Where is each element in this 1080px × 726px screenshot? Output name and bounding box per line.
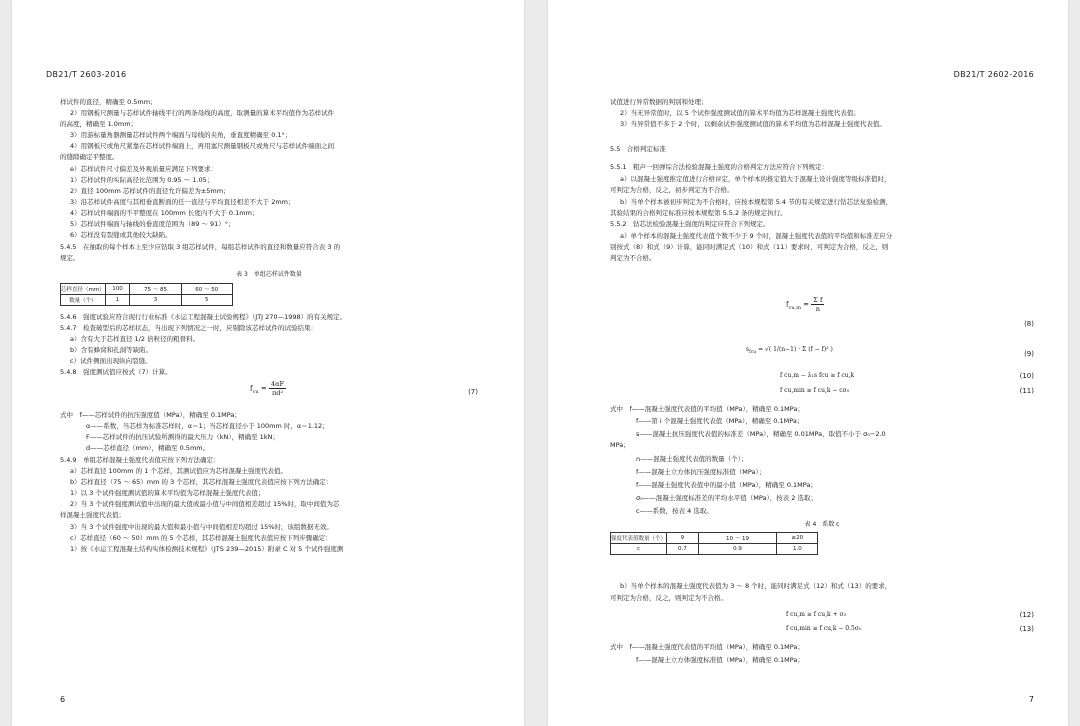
text-line: a）含有大于芯样直径 1/2 倍粒径的粗骨料。 bbox=[70, 335, 200, 343]
table-cell: 5 bbox=[181, 295, 232, 306]
text-line: c——系数，按表 4 选取。 bbox=[636, 507, 713, 515]
eq8-denominator: n bbox=[815, 305, 820, 313]
equation-label: (11) bbox=[1019, 387, 1034, 395]
text-line: 5.5.2 钻芯法检验混凝土强度的判定应符合下列规定。 bbox=[610, 220, 770, 228]
eq7-numerator: 4αF bbox=[270, 380, 284, 388]
text-line: 5.4.7 检查破型后的芯样状态，当出现下列情况之一时，应剔除该芯样试件的试验结果： bbox=[60, 324, 318, 332]
table-cell: ≥20 bbox=[777, 533, 818, 544]
equation-label: (12) bbox=[1019, 611, 1034, 619]
text-line: 1）芯样试件的实际高径比范围为 0.95 ～ 1.05； bbox=[70, 176, 214, 184]
left-page bbox=[12, 0, 524, 726]
equation-13: f cu,min ≥ f cu,k − 0.5σ₀ bbox=[786, 625, 862, 632]
section-heading: 5.5 合格判定标准 bbox=[610, 145, 666, 153]
table-cell: 9 bbox=[667, 533, 699, 544]
text-line: 可判定为合格，反之，初步判定为不合格。 bbox=[610, 186, 734, 194]
table-row bbox=[61, 295, 233, 306]
table3-caption: 表 3 单组芯样试件数量 bbox=[236, 271, 302, 278]
text-line: 5.4.6 强度试验应符合现行行业标准《水运工程混凝土试验规程》（JTJ 270—1998）的有关规定。 bbox=[60, 313, 347, 321]
text-line: 式中 f——芯样试件的抗压强度值（MPa），精确至 0.1MPa； bbox=[60, 411, 241, 419]
text-line: 规定。 bbox=[60, 254, 80, 262]
table-cell: 0.7 bbox=[667, 544, 699, 555]
text-line: 式中 f——混凝土强度代表值的平均值（MPa），精确至 0.1MPa； bbox=[610, 405, 804, 413]
text-line: 其验结果的合格判定标准应按本规程第 5.5.2 条的规定执行。 bbox=[610, 209, 787, 217]
text-line: 样混凝土强度代表值； bbox=[60, 511, 125, 519]
text-line: a）以混凝土强度推定值进行合格评定，单个样本的推定值大于混凝土设计强度等级标准值时， bbox=[620, 175, 891, 183]
text-line: 的缝隙确定平整度。 bbox=[60, 153, 119, 161]
equation-9: $s_{fcu}$ = √( 1/(n−1) · Σ (f − f)² ) bbox=[746, 346, 833, 356]
table-cell: 数量（个） bbox=[61, 295, 106, 306]
text-line: α——系数，当芯样为标准芯样时，α＝1；当芯样直径小于 100mm 时，α＝1.12； bbox=[86, 422, 329, 430]
text-line: f——混凝土立方体强度标准值（MPa），精确至 0.1MPa； bbox=[636, 656, 804, 664]
text-line: 2）直径 100mm 芯样试件的直径允许偏差为±5mm； bbox=[70, 187, 230, 195]
text-line: 式中 f——混凝土强度代表值的平均值（MPa），精确至 0.1MPa； bbox=[610, 643, 804, 651]
text-line: b）芯样直径（75 ～ 65）mm 的 3 个芯样，其芯样混凝土强度代表值应按下列方法确定： bbox=[70, 478, 333, 486]
text-line: 5.4.8 强度测试值应按式（7）计算。 bbox=[60, 368, 172, 376]
text-line: 3）用游标量角器测量芯样试件两个端面与母线的夹角，垂直度精确至 0.1°； bbox=[70, 131, 292, 139]
text-line: 4）用钢板尺或角尺紧靠在芯样试件端面上，再用塞尺测量钢板尺或角尺与芯样试件端面之间 bbox=[70, 142, 335, 150]
equation-label: (13) bbox=[1019, 625, 1034, 633]
text-line: a）芯样直径 100mm 的 1 个芯样，其测试值应为芯样混凝土强度代表值。 bbox=[70, 467, 287, 475]
eq7-denominator: πd² bbox=[271, 389, 283, 397]
right-page bbox=[548, 0, 1068, 726]
table-row bbox=[611, 533, 818, 544]
text-line: 3）当 3 个试件强度中出现的最大值和最小值与中间值相差均超过 15%时，该组数据无效。 bbox=[70, 523, 333, 531]
table-row bbox=[611, 544, 818, 555]
table-cell: 10 ～ 19 bbox=[698, 533, 776, 544]
text-line: c）芯样直径（60 ～ 50）mm 的 5 个芯样，其芯样混凝土强度代表值应按下列步骤确定： bbox=[70, 534, 332, 542]
text-line: b）当单个样本的混凝土强度代表值为 3 ～ 8 个时，能同时满足式（12）和式（13）的要求， bbox=[620, 582, 892, 590]
text-line: 5.4.9 单组芯样混凝土强度代表值应按下列方法确定： bbox=[60, 456, 220, 464]
right-page-header: DB21/T 2602-2016 bbox=[953, 70, 1034, 79]
equation-11: f cu,min ≥ f cu,k − cσ₀ bbox=[780, 387, 850, 394]
text-line: 的高度，精确至 1.0mm； bbox=[60, 120, 138, 128]
text-line: b）当单个样本被初步判定为不合格时，应按本规程第 5.4 节的有关规定进行钻芯法复验检测， bbox=[620, 198, 893, 206]
equation-8: $f_{cu,m}$ = $\frac{\text{Σ f}}{n}$ bbox=[786, 296, 823, 313]
text-line: F——芯样试件的抗压试验所测得的最大压力（kN），精确至 1kN； bbox=[86, 433, 279, 441]
text-line: 5.5.1 粗声一回弹综合法检验混凝土强度的合格判定方法应符合下列规定： bbox=[610, 163, 829, 171]
text-line: 别按式（8）和式（9）计算，能同时满足式（10）和式（11）要求时，可判定为合格，反之，则 bbox=[610, 243, 889, 251]
table-cell: 60 ～ 50 bbox=[181, 284, 232, 295]
text-line: n——混凝土强度代表值的数量（个）； bbox=[636, 455, 748, 463]
text-line: 判定为不合格。 bbox=[610, 254, 656, 262]
text-line: c）试件侧面出现纵向裂缝。 bbox=[70, 357, 152, 365]
table-cell: 100 bbox=[105, 284, 130, 295]
table-cell: 强度代表值数量（个） bbox=[611, 533, 667, 544]
text-line: 2）用钢板尺测量与芯样试件轴线平行的两条母线的高度，取测量的算术平均值作为芯样试件 bbox=[70, 109, 335, 117]
table-row bbox=[61, 284, 233, 295]
left-page-header: DB21/T 2603-2016 bbox=[46, 70, 127, 79]
text-line: 可判定为合格，反之，则判定为不合格。 bbox=[610, 594, 727, 602]
text-line: s——混凝土抗压强度代表值的标准差（MPa），精确至 0.01MPa，取值不小于 σ₀−2.0 bbox=[636, 430, 886, 438]
table4-caption: 表 4 系数 c bbox=[804, 521, 840, 528]
eq8-numerator: Σ f bbox=[813, 296, 823, 304]
text-line: e）芯样试件尺寸偏差及外观质量应满足下列要求： bbox=[70, 165, 217, 173]
equation-12: f cu,m ≥ f cu,k + σ₀ bbox=[786, 611, 847, 618]
left-page-number: 6 bbox=[60, 695, 66, 704]
text-line: 试值进行异常数据的判别和处理； bbox=[610, 98, 708, 106]
text-line: 3）当异常值不多于 2 个时，以剩余试件强度测试值的算术平均值为芯样混凝土强度代表值。 bbox=[620, 120, 886, 128]
text-line: 4）芯样试件端面的不平整度在 100mm 长度内不大于 0.1mm； bbox=[70, 209, 259, 217]
table-cell: 75 ～ 85 bbox=[130, 284, 181, 295]
equation-label: (10) bbox=[1019, 372, 1034, 380]
equation-label: (7) bbox=[468, 388, 478, 396]
text-line: 6）芯样没有裂缝或其他较大缺陷。 bbox=[70, 231, 172, 239]
right-page-number: 7 bbox=[1028, 695, 1034, 704]
text-line: f——混凝土立方体抗压强度标准值（MPa）； bbox=[636, 468, 766, 476]
table-cell: 芯样直径（mm） bbox=[61, 284, 106, 295]
text-line: b）含有蜂窝和孔洞等缺陷。 bbox=[70, 346, 153, 354]
text-line: 1）以 3 个试件强度测试值的算术平均值为芯样混凝土强度代表值； bbox=[70, 489, 265, 497]
text-line: 3）沿芯样试件高度与其相垂直断面的任一直径与平均直径相差不大于 2mm； bbox=[70, 198, 295, 206]
table-cell: 0.9 bbox=[698, 544, 776, 555]
text-line: 2）当 3 个试件强度测试值中出现的最大值或最小值与中间值相差超过 15%时，取中间值为芯 bbox=[70, 500, 340, 508]
equation-10: f cu,m − λ₁s fcu ≥ f cu,k bbox=[780, 372, 855, 379]
text-line: a）单个样本的混凝土强度代表值个数不少于 9 个时，混凝土强度代表值的平均值和标准差应分 bbox=[620, 232, 893, 240]
text-line: σ₀——混凝土强度标准差的平均水平值（MPa），按表 2 选取； bbox=[636, 494, 817, 502]
text-line: 样试件的直径，精确至 0.5mm； bbox=[60, 98, 157, 106]
text-line: f——混凝土强度代表值中的最小值（MPa），精确至 0.1MPa； bbox=[636, 481, 817, 489]
text-line: f——第 i 个混凝土强度代表值（MPa），精确至 0.1MPa； bbox=[636, 417, 804, 425]
equation-label: (9) bbox=[1024, 350, 1034, 358]
table-cell: c bbox=[611, 544, 667, 555]
text-line: 1）按《水运工程混凝土结构实体检测技术规程》（JTS 239—2015）附录 C 对 5 个试件强度测 bbox=[70, 545, 344, 553]
text-line: 2）当无异常值时，以 5 个试件强度测试值的算术平均值为芯样混凝土强度代表值； bbox=[620, 109, 860, 117]
table-cell: 3 bbox=[130, 295, 181, 306]
text-line: d——芯样直径（mm），精确至 0.5mm。 bbox=[86, 444, 210, 452]
table3 bbox=[60, 283, 233, 306]
table-cell: 1 bbox=[105, 295, 130, 306]
equation-label: (8) bbox=[1024, 320, 1034, 328]
text-line: 5.4.5 在抽取的每个样本上至少应钻取 3 组芯样试件，每组芯样试件的直径和数量应符合表 3 的 bbox=[60, 243, 341, 251]
text-line: MPa； bbox=[610, 441, 630, 449]
equation-7: $f_{cu}$ = $\frac{4\alpha F}{\text{πd²}}$ bbox=[250, 380, 284, 397]
text-line: 5）芯样试件端面与轴线的垂直度范围为（89 ～ 91）°； bbox=[70, 220, 235, 228]
table-cell: 1.0 bbox=[777, 544, 818, 555]
table4 bbox=[610, 532, 818, 555]
